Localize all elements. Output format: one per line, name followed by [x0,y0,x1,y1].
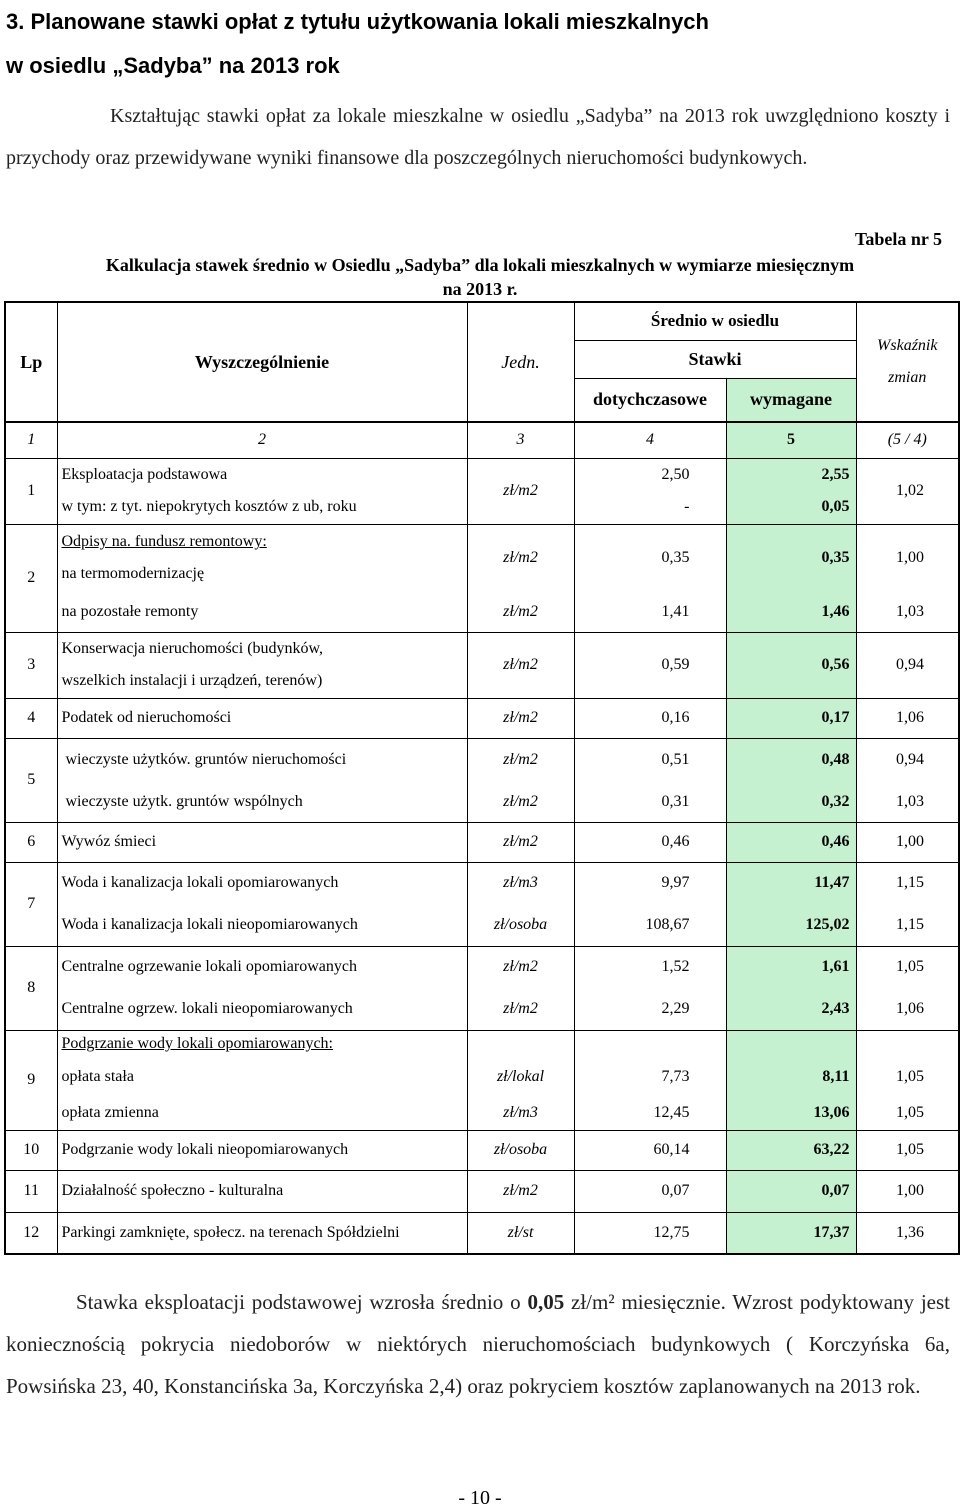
row5-lp: 5 [5,738,57,822]
table-row [5,822,959,862]
row2b-old: 1,41 [574,592,726,632]
page-number: - 10 - [458,1487,502,1509]
row9a-desc: opłata stała [57,1058,467,1096]
table-row [5,1212,959,1254]
row9-old-empty [574,1030,726,1058]
row10-new: 63,22 [726,1130,856,1170]
row2-desc [57,524,467,592]
table-row [5,1130,959,1170]
header-rates: Stawki [574,340,856,378]
colnum-1: 1 [5,422,57,458]
row1-desc-line1: Eksploatacja podstawowa [61,466,228,483]
row6-desc: Wywóz śmieci [57,822,467,862]
row8b-unit: zł/m2 [467,988,574,1030]
row2b-unit: zł/m2 [467,592,574,632]
row5b-old: 0,31 [574,782,726,822]
header-index-line1: Wskaźnik [877,337,938,354]
table-row [5,1170,959,1212]
row3-new: 0,56 [726,632,856,698]
row2b-idx: 1,03 [896,602,925,620]
row1-new [726,458,856,524]
row2a-new: 0,35 [726,524,856,592]
intro-paragraph [6,95,950,179]
table-row [5,1096,959,1130]
row9a-new: 8,11 [726,1058,856,1096]
row8a-new: 1,61 [726,946,856,988]
row8b-new: 2,43 [726,988,856,1030]
row9b-idx: 1,05 [896,1103,925,1121]
row2-lp: 2 [5,524,57,632]
row9-header: Podgrzanie wody lokali opomiarowanych: [57,1030,467,1058]
row1-desc [57,458,467,524]
row8b-old: 2,29 [574,988,726,1030]
row8a-unit: zł/m2 [467,946,574,988]
row5a-desc: wieczyste użytków. gruntów nieruchomości [57,738,467,782]
row10-lp: 10 [5,1130,57,1170]
row10-unit: zł/osoba [467,1130,574,1170]
row9a-unit: zł/lokal [467,1058,574,1096]
table-title-line1: Kalkulacja stawek średnio w Osiedlu „Sadyba” dla lokali mieszkalnych w wymiarze miesięcznym [105,255,855,275]
row2-header: Odpisy na. fundusz remontowy: [61,533,267,551]
row4-unit: zł/m2 [467,698,574,738]
row7a-unit: zł/m3 [467,862,574,904]
row7-lp: 7 [5,862,57,946]
row7b-idx: 1,15 [896,915,925,933]
table-row [5,458,959,524]
row9b-unit: zł/m3 [467,1096,574,1130]
header-desc: Wyszczególnienie [57,302,467,422]
table-title-line2: na 2013 r. [442,279,518,299]
row8a-old: 1,52 [574,946,726,988]
row9-unit-empty [467,1030,574,1058]
row2b-new: 1,46 [726,592,856,632]
colnum-5: 5 [726,422,856,458]
row10-old: 60,14 [574,1130,726,1170]
row5b-desc: wieczyste użytk. gruntów wspólnych [57,782,467,822]
row7a-old: 9,97 [574,862,726,904]
table-row [5,698,959,738]
row12-old: 12,75 [574,1212,726,1254]
row9b-desc: opłata zmienna [57,1096,467,1130]
table-row [5,946,959,988]
row1-unit: zł/m2 [467,458,574,524]
row5a-unit: zł/m2 [467,738,574,782]
row7a-idx: 1,15 [896,874,925,892]
row5a-new: 0,48 [726,738,856,782]
row7a-new: 11,47 [726,862,856,904]
row1-new-line2: 0,05 [821,498,850,515]
row2b-desc: na pozostałe remonty [57,592,467,632]
row12-desc: Parkingi zamknięte, społecz. na terenach Spółdzielni [57,1212,467,1254]
row8b-idx: 1,06 [896,999,925,1017]
table-row [5,632,959,698]
row5b-unit: zł/m2 [467,782,574,822]
column-numbers-row [5,422,959,458]
section-heading-line1: 3. Planowane stawki opłat z tytułu użytkowania lokali mieszkalnych [6,9,709,34]
row11-old: 0,07 [574,1170,726,1212]
table-title [0,253,960,301]
table-row [5,862,959,904]
row9b-new: 13,06 [726,1096,856,1130]
row1-old-line1: 2,50 [661,466,690,483]
colnum-6: (5 / 4) [887,431,927,449]
row9b-old: 12,45 [574,1096,726,1130]
header-index-line2: zmian [888,369,927,386]
row2a-idx: 1,00 [896,549,925,567]
row9-new-empty [726,1030,856,1058]
row4-desc: Podatek od nieruchomości [57,698,467,738]
row11-new: 0,07 [726,1170,856,1212]
closing-part2: zł/m² miesięcznie. Wzrost podyktowany jest koniecznością pokrycia niedoborów w niektórych nieruchomościach budynkowych ( Korczyńska 6a, Powsińska 23, 40, Konstancińska 3a, Korczyńska 2,4) oraz pokryciem kosztów zaplanowanych na 2013 rok. [6,1290,951,1398]
table-row [5,1058,959,1096]
row4-old: 0,16 [574,698,726,738]
row3-unit: zł/m2 [467,632,574,698]
section-heading [6,0,956,88]
table-row [5,904,959,946]
row6-old: 0,46 [574,822,726,862]
row7b-old: 108,67 [574,904,726,946]
table-row [5,1030,959,1058]
row5a-old: 0,51 [574,738,726,782]
row3-desc-line2: wszelkich instalacji i urządzeń, terenów) [61,672,323,689]
row10-desc: Podgrzanie wody lokali nieopomiarowanych [57,1130,467,1170]
row3-desc-line1: Konserwacja nieruchomości (budynków, [61,640,324,657]
rates-table [4,301,960,1255]
row11-idx: 1,00 [896,1182,925,1199]
header-index [856,302,959,422]
row11-lp: 11 [5,1170,57,1212]
row1-old [574,458,726,524]
row2a-unit: zł/m2 [467,524,574,592]
row5a-idx: 0,94 [896,751,925,769]
header-old: dotychczasowe [574,378,726,422]
intro-text: Kształtując stawki opłat za lokale mieszkalne w osiedlu „Sadyba” na 2013 rok uwzględniono koszty i przychody oraz przewidywane wyniki finansowe dla poszczególnych nieruchomości budynkowych. [6,105,950,169]
colnum-3: 3 [467,422,574,458]
row1-new-line1: 2,55 [821,466,850,483]
row9-lp: 9 [5,1030,57,1130]
header-avg: Średnio w osiedlu [574,302,856,340]
table-row [5,524,959,592]
closing-bold-value: 0,05 [527,1290,565,1314]
row1-lp: 1 [5,458,57,524]
colnum-2: 2 [57,422,467,458]
row7b-desc: Woda i kanalizacja lokali nieopomiarowanych [57,904,467,946]
table-row [5,988,959,1030]
row2a-old: 0,35 [574,524,726,592]
row3-old: 0,59 [574,632,726,698]
row3-lp: 3 [5,632,57,698]
row12-new: 17,37 [726,1212,856,1254]
row9a-idx: 1,05 [896,1068,925,1085]
row4-idx: 1,06 [896,709,925,726]
row4-new: 0,17 [726,698,856,738]
row12-unit: zł/st [467,1212,574,1254]
row7a-desc: Woda i kanalizacja lokali opomiarowanych [57,862,467,904]
row1-desc-line2: w tym: z tyt. niepokrytych kosztów z ub, roku [61,498,357,515]
row12-lp: 12 [5,1212,57,1254]
row10-idx: 1,05 [896,1141,925,1158]
section-heading-line2: w osiedlu „Sadyba” na 2013 rok [6,53,340,78]
row11-desc: Działalność społeczno - kulturalna [57,1170,467,1212]
row8b-desc: Centralne ogrzew. lokali nieopomiarowanych [57,988,467,1030]
row6-idx: 1,00 [896,833,925,850]
header-lp: Lp [5,302,57,422]
row7b-new: 125,02 [726,904,856,946]
row8a-desc: Centralne ogrzewanie lokali opomiarowanych [57,946,467,988]
row7b-unit: zł/osoba [467,904,574,946]
closing-paragraph [6,1281,950,1407]
row6-new: 0,46 [726,822,856,862]
table-row [5,782,959,822]
row1-old-line2: - [684,498,690,515]
row11-unit: zł/m2 [467,1170,574,1212]
row5b-idx: 1,03 [896,792,925,810]
row3-idx: 0,94 [896,656,925,673]
row2a-desc: na termomodernizację [61,565,205,583]
row8a-idx: 1,05 [896,958,925,976]
closing-part1: Stawka eksploatacji podstawowej wzrosła średnio o [76,1290,528,1314]
table-row [5,592,959,632]
row6-unit: zł/m2 [467,822,574,862]
colnum-4: 4 [574,422,726,458]
header-new: wymagane [726,378,856,422]
row9-idx-empty [856,1030,959,1058]
row9a-old: 7,73 [574,1058,726,1096]
row5b-new: 0,32 [726,782,856,822]
table-row [5,738,959,782]
row4-lp: 4 [5,698,57,738]
table-number: Tabela nr 5 [854,229,942,249]
row6-lp: 6 [5,822,57,862]
row1-idx: 1,02 [896,482,925,499]
row3-desc [57,632,467,698]
header-unit: Jedn. [467,302,574,422]
row12-idx: 1,36 [896,1223,925,1241]
row8-lp: 8 [5,946,57,1030]
